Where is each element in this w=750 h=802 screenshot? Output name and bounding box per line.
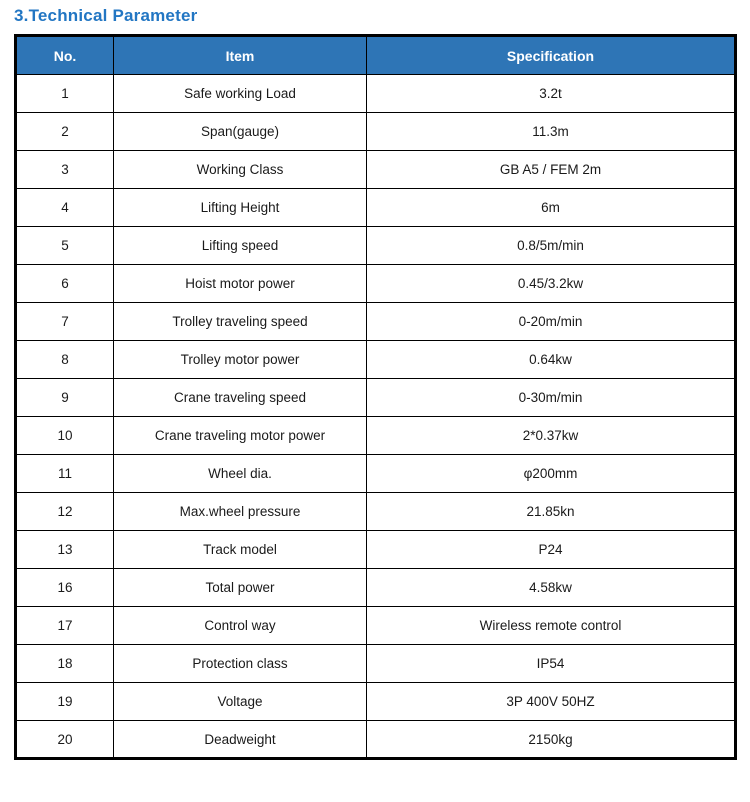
cell-specification: 11.3m: [367, 113, 736, 151]
cell-no: 8: [16, 341, 114, 379]
cell-specification: 0.8/5m/min: [367, 227, 736, 265]
cell-no: 19: [16, 683, 114, 721]
cell-no: 12: [16, 493, 114, 531]
cell-item: Max.wheel pressure: [114, 493, 367, 531]
cell-no: 11: [16, 455, 114, 493]
table-row: [16, 569, 736, 607]
cell-specification: 0.64kw: [367, 341, 736, 379]
cell-specification: 3P 400V 50HZ: [367, 683, 736, 721]
cell-specification: 4.58kw: [367, 569, 736, 607]
table-row: [16, 721, 736, 759]
cell-specification: IP54: [367, 645, 736, 683]
cell-item: Safe working Load: [114, 75, 367, 113]
column-header-no: No.: [16, 36, 114, 75]
cell-item: Hoist motor power: [114, 265, 367, 303]
table-row: [16, 341, 736, 379]
cell-no: 20: [16, 721, 114, 759]
column-header-specification: Specification: [367, 36, 736, 75]
cell-item: Span(gauge): [114, 113, 367, 151]
cell-item: Crane traveling motor power: [114, 417, 367, 455]
cell-item: Lifting Height: [114, 189, 367, 227]
cell-item: Trolley traveling speed: [114, 303, 367, 341]
cell-no: 3: [16, 151, 114, 189]
cell-specification: P24: [367, 531, 736, 569]
table-row: [16, 151, 736, 189]
cell-specification: 21.85kn: [367, 493, 736, 531]
cell-no: 5: [16, 227, 114, 265]
table-row: [16, 75, 736, 113]
cell-no: 1: [16, 75, 114, 113]
cell-item: Track model: [114, 531, 367, 569]
table-header-row: [16, 36, 736, 75]
cell-specification: Wireless remote control: [367, 607, 736, 645]
table-row: [16, 531, 736, 569]
table-row: [16, 607, 736, 645]
cell-specification: 0.45/3.2kw: [367, 265, 736, 303]
table-row: [16, 455, 736, 493]
cell-item: Voltage: [114, 683, 367, 721]
cell-specification: GB A5 / FEM 2m: [367, 151, 736, 189]
cell-no: 17: [16, 607, 114, 645]
table-row: [16, 227, 736, 265]
cell-specification: 3.2t: [367, 75, 736, 113]
section-title: 3.Technical Parameter: [14, 6, 198, 25]
cell-item: Total power: [114, 569, 367, 607]
cell-no: 18: [16, 645, 114, 683]
cell-no: 4: [16, 189, 114, 227]
table-row: [16, 645, 736, 683]
table-body: [16, 75, 736, 759]
cell-item: Lifting speed: [114, 227, 367, 265]
table-row: [16, 417, 736, 455]
column-header-item: Item: [114, 36, 367, 75]
cell-item: Deadweight: [114, 721, 367, 759]
cell-no: 6: [16, 265, 114, 303]
cell-item: Protection class: [114, 645, 367, 683]
cell-item: Wheel dia.: [114, 455, 367, 493]
cell-item: Control way: [114, 607, 367, 645]
cell-no: 10: [16, 417, 114, 455]
table-row: [16, 113, 736, 151]
table-header: [16, 36, 736, 75]
cell-item: Crane traveling speed: [114, 379, 367, 417]
cell-no: 7: [16, 303, 114, 341]
cell-item: Working Class: [114, 151, 367, 189]
cell-specification: 0-20m/min: [367, 303, 736, 341]
cell-specification: 2150kg: [367, 721, 736, 759]
cell-no: 9: [16, 379, 114, 417]
table-row: [16, 493, 736, 531]
cell-specification: 2*0.37kw: [367, 417, 736, 455]
cell-specification: φ200mm: [367, 455, 736, 493]
table-row: [16, 265, 736, 303]
table-row: [16, 303, 736, 341]
table-row: [16, 379, 736, 417]
cell-specification: 6m: [367, 189, 736, 227]
cell-no: 16: [16, 569, 114, 607]
table-row: [16, 189, 736, 227]
cell-item: Trolley motor power: [114, 341, 367, 379]
cell-specification: 0-30m/min: [367, 379, 736, 417]
cell-no: 2: [16, 113, 114, 151]
cell-no: 13: [16, 531, 114, 569]
table-row: [16, 683, 736, 721]
technical-parameter-table: [14, 34, 737, 760]
